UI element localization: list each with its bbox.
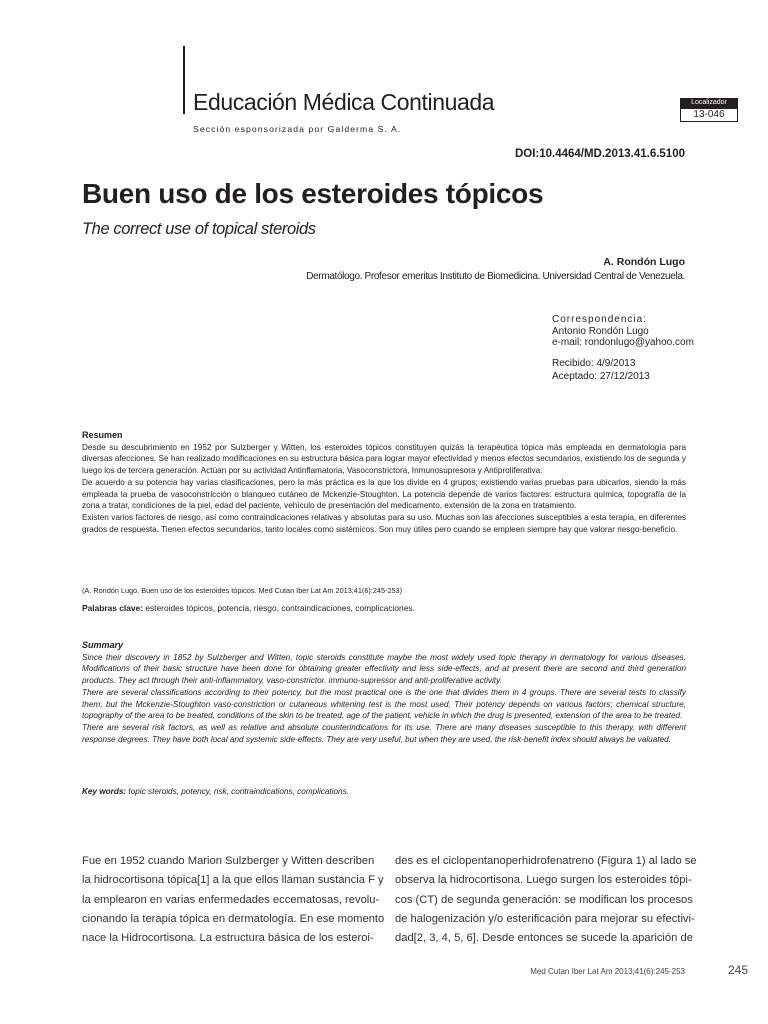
article-citation: (A. Rondón Lugo. Buen uso de los esteroides tópicos. Med Cutan Iber Lat Am 2013;41(6):245-253) [82,586,403,595]
received-date: Recibido: 4/9/2013 [552,358,636,369]
body-line: cos (CT) de segunda generación: se modifican los procesos [395,893,693,906]
body-line: observa la hidrocortisona. Luego surgen los esteroides tópi- [395,874,692,887]
journal-title: Educación Médica Continuada [193,89,495,115]
locator-value: 13-046 [680,108,738,122]
summary-section [82,640,686,745]
correspondence-label: Correspondencia: [552,314,647,325]
summary-paragraph: There are several risk factors, as well as relative and absolute counterindications for its use. There are many diseases susceptible to this therapy, with different response degrees. They have both local and systemic side-effects. They are very useful, but when they are used, the risk-benefit index should always be valuated. [82,722,686,744]
keywords-en-label: Key words: [82,787,127,796]
footer-citation: Med Cutan Iber Lat Am 2013;41(6):245-253 [530,967,685,976]
author-affiliation: Dermatólogo. Profesor emeritus Instituto de Biomedicina. Universidad Central de Venezuela. [306,271,685,282]
article-subtitle: The correct use of topical steroids [82,220,316,238]
body-line: Fue en 1952 cuando Marion Sulzberger y Witten describen [82,855,375,867]
correspondence-block [552,314,694,349]
body-line: la hidrocortisona tópica[1] a la que ellos llaman sustancia F y [82,874,384,887]
dates-block [552,357,650,383]
sponsor-note: Sección esponsorizada por Galderma S. A. [193,124,402,134]
resumen-paragraph: Desde su descubrimiento en 1952 por Sulzberger y Witten, los esteroides tópicos constituyen quizás la terapéutica tópica más empleada en dermatología para diversas afecciones. Se han realizado modificaciones en su estructura básica para lograr mayor efectividad y menos efectos secundarios, existiendo los de segunda y luego los de tercera generación. Actúan por su actividad Antinflamatoria, Vasoconstrictora, Inmunosupresora y Antiproliferativa. [82,442,686,476]
correspondence-email: e-mail: rondonlugo@yahoo.com [552,337,694,348]
keywords-es [82,603,415,613]
body-line: des es el ciclopentanoperhidrofenatreno (Figura 1) al lado se [395,855,697,867]
summary-paragraph: There are several classifications according to their potency, but the most practical one is the one that divides them in 4 groups. There are several tests to classify them, but the Mckenzie-Stoughton vaso-constriction or cutaneous whitening test is the most used, Their potency depends on various factors; chemical structure, topography of the area to be treated, conditions of the skin to be treated, age of the patient, vehicle in which the drug is presented, extension of the area to be treated. [82,687,686,721]
article-title: Buen uso de los esteroides tópicos [82,178,544,209]
correspondence-name: Antonio Rondón Lugo [552,325,649,337]
keywords-en [82,787,349,796]
resumen-heading: Resumen [82,430,123,440]
keywords-es-label: Palabras clave: [82,603,143,613]
resumen-paragraph: Existen varios factores de riesgo, así como contraindicaciones relativas y absolutas para su uso. Muchas son las afecciones susceptibles a esta terapia, en diferentes grados de respuesta. Tienen efectos secundarios, tanto locales como sistémicos. Son muy útiles pero cuando se empleen siempre hay que valorar riesgo-beneficio. [82,512,686,534]
doi: DOI:10.4464/MD.2013.41.6.5100 [514,148,685,160]
body-line: dad[2, 3, 4, 5, 6]. Desde entonces se sucede la aparición de [395,932,693,945]
header-rule [183,46,185,114]
resumen-paragraph: De acuerdo a su potencia hay varias clasificaciones, pero la más práctica es la que los divide en 4 grupos; existiendo varias pruebas para ubicarlos, siendo la más empleada la prueba de vasoconstricción o blanqueo cutáneo de Mckenzie-Stoughton. La potencia depende de varios factores: estructura química, topografía de la zona a tratar, condiciones de la piel, edad del paciente, vehículo de presentación del medicamento, extensión de la zona en tratamiento. [82,477,686,511]
page-number: 245 [727,963,748,977]
body-column-left [82,852,385,948]
body-line: de halogenización y/o esterificación para mejorar su efectivi- [395,912,695,925]
accepted-date: Aceptado: 27/12/2013 [552,371,650,382]
author-name: A. Rondón Lugo [603,256,685,268]
body-line: la emplearon en varias enfermedades eccematosas, revolu- [82,893,380,906]
body-column-right [395,852,697,948]
keywords-en-text: topic steroids, potency, risk, contraindications, complications. [128,787,349,796]
summary-heading: Summary [82,640,124,650]
resumen-section [82,430,686,535]
keywords-es-text: esteroides tópicos, potencia, riesgo, contraindicaciones, complicaciones. [145,603,415,613]
body-line: cionando la terapia tópica en dermatología. En ese momento [82,912,385,925]
body-line: nace la Hidrocortisona. La estructura básica de los esteroi- [82,932,374,945]
summary-paragraph: Since their discovery in 1852 by Sulzberger and Witten, topic steroids constitute maybe the most widely used topic therapy in dermatology for various diseases. Modifications of their basic structure have been done for obtaining greater effectivity and less side-effects, and at present there are second and third generation products. They act through their anti-inflammatory, vaso-constrictor. immuno-supressor and anti-proliferative activity. [82,652,686,686]
locator-label: Localizador [680,98,738,108]
